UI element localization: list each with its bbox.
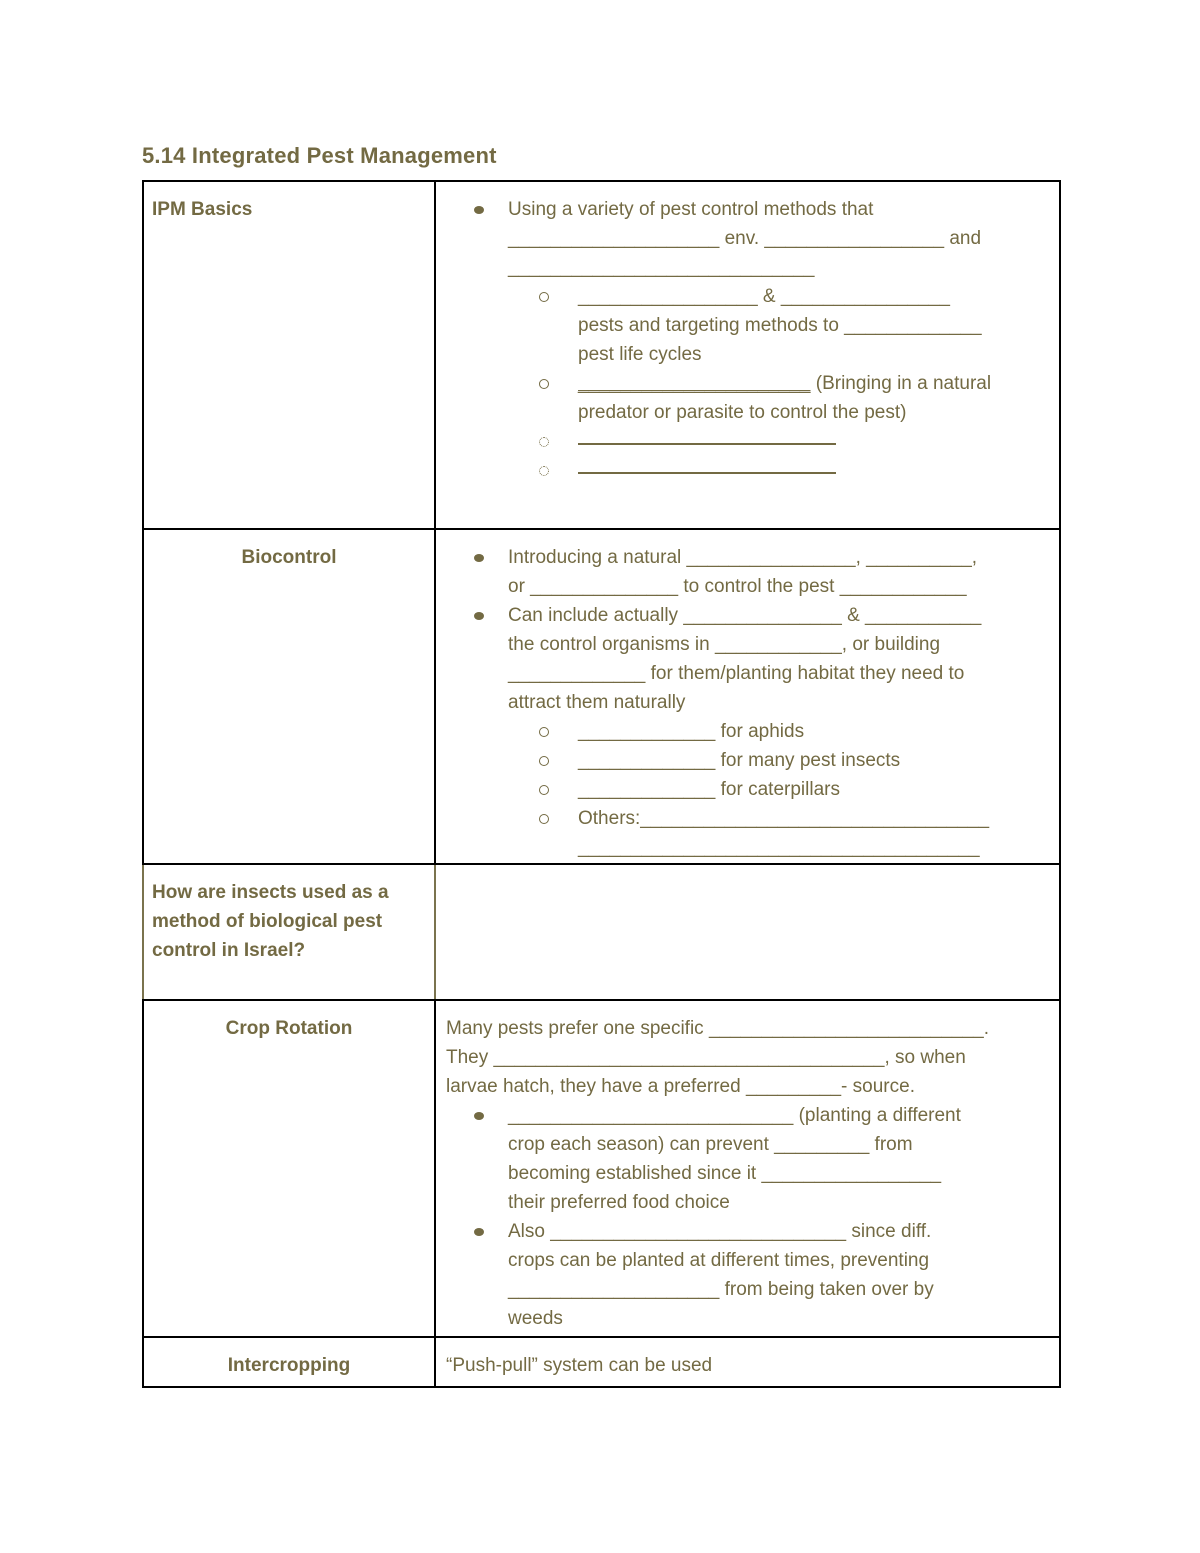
text-line: _____________________________: [508, 257, 815, 278]
label-cell: [143, 1000, 435, 1337]
circle-bullet-icon: [539, 379, 549, 389]
content-cell: [435, 1337, 1060, 1387]
table-row-intercropping: [143, 1337, 1060, 1387]
list-item: [446, 456, 1049, 485]
fill-in-blank-line: [578, 472, 836, 474]
list-item: [446, 775, 1049, 804]
bullet-icon: [474, 1228, 484, 1236]
row-label-ipm-basics: IPM Basics: [152, 199, 253, 220]
circle-bullet-icon: [539, 292, 549, 302]
row-label-intercropping: Intercropping: [227, 1355, 351, 1376]
content-cell: [435, 529, 1060, 864]
label-cell: [143, 181, 435, 529]
text-line: Introducing a natural ________________, __________,: [508, 547, 978, 568]
text-line: attract them naturally: [508, 692, 686, 713]
list-item: [446, 195, 1049, 485]
list-item: [446, 369, 1049, 427]
circle-bullet-icon: [539, 756, 549, 766]
text-span: (Bringing in a natural: [810, 373, 992, 394]
answer-cell[interactable]: [435, 864, 1060, 1000]
label-cell: [143, 1337, 435, 1387]
text-line: _____________ for them/planting habitat they need to: [508, 663, 965, 684]
bullet-icon: [474, 612, 484, 620]
list-item: [446, 427, 1049, 456]
text-line: Can include actually _______________ & ___________: [508, 605, 982, 626]
table-row-crop-rotation: [143, 1000, 1060, 1337]
text-line: ____________________ env. _________________ and: [508, 228, 982, 249]
text-line: Also ____________________________ since diff.: [508, 1221, 932, 1242]
circle-bullet-icon: [539, 727, 549, 737]
bullet-icon: [474, 554, 484, 562]
text-line: ___________________________ (planting a different: [508, 1105, 961, 1126]
text-line: ____________________ from being taken over by: [508, 1279, 934, 1300]
text-line: pest life cycles: [578, 344, 702, 365]
row-label-crop-rotation: Crop Rotation: [225, 1018, 353, 1039]
content-cell: [435, 181, 1060, 529]
underlined-blank: ______________________: [578, 373, 811, 394]
bullet-icon: [474, 1112, 484, 1120]
list-item: [446, 601, 1049, 862]
row-label-biocontrol: Biocontrol: [241, 547, 337, 568]
text-line: _____________ for aphids: [578, 721, 805, 742]
text-line: Using a variety of pest control methods that: [508, 199, 874, 220]
text-line: [578, 369, 1049, 398]
text-line: larvae hatch, they have a preferred _________- source.: [446, 1076, 915, 1097]
label-cell: [143, 864, 435, 1000]
list-item: [446, 1217, 1049, 1333]
circle-bullet-icon: [539, 437, 549, 447]
text-line: becoming established since it _________________: [508, 1163, 942, 1184]
text-line: ______________________________________: [578, 837, 980, 858]
text-line: They _____________________________________, so when: [446, 1047, 966, 1068]
text-line: Others:_________________________________: [578, 808, 990, 829]
text-line: crop each season) can prevent _________ from: [508, 1134, 913, 1155]
list-item: [446, 746, 1049, 775]
text-line: pests and targeting methods to _____________: [578, 315, 982, 336]
table-row-biocontrol: [143, 529, 1060, 864]
fill-in-blank-line: [578, 443, 836, 445]
text-line: “Push-pull” system can be used: [446, 1355, 713, 1376]
text-line: _____________ for many pest insects: [578, 750, 901, 771]
list-item: [446, 804, 1049, 862]
table-row-ipm-basics: [143, 181, 1060, 529]
list-item: [446, 717, 1049, 746]
table-row-israel: [143, 864, 1060, 1000]
circle-bullet-icon: [539, 814, 549, 824]
page-title: 5.14 Integrated Pest Management: [142, 143, 497, 168]
bullet-icon: [474, 206, 484, 214]
list-item: [446, 543, 1049, 601]
list-item: [446, 282, 1049, 369]
text-line: the control organisms in ____________, or building: [508, 634, 941, 655]
content-cell: [435, 1000, 1060, 1337]
text-line: _________________ & ________________: [578, 286, 950, 307]
circle-bullet-icon: [539, 785, 549, 795]
text-line: their preferred food choice: [508, 1192, 730, 1213]
label-cell: [143, 529, 435, 864]
circle-bullet-icon: [539, 466, 549, 476]
text-line: weeds: [508, 1308, 563, 1329]
text-line: predator or parasite to control the pest): [578, 402, 907, 423]
worksheet-table: [142, 180, 1061, 1388]
text-line: Many pests prefer one specific __________________________.: [446, 1018, 989, 1039]
text-line: crops can be planted at different times, preventing: [508, 1250, 930, 1271]
list-item: [446, 1101, 1049, 1217]
text-line: _____________ for caterpillars: [578, 779, 840, 800]
row-label-israel-question: How are insects used as a method of biological pest control in Israel?: [152, 882, 389, 961]
text-line: or ______________ to control the pest ____________: [508, 576, 967, 597]
